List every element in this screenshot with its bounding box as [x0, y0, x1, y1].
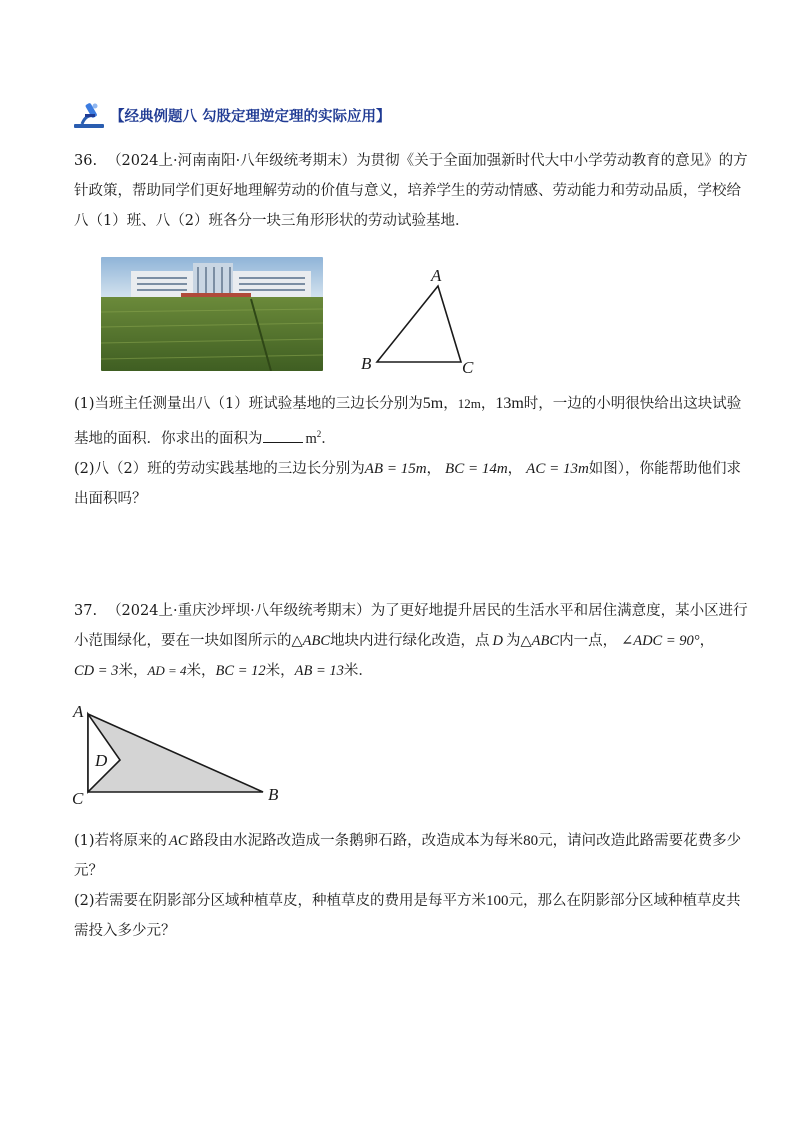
triangle-symbol-2: △ABC	[520, 633, 560, 649]
q36-parts	[74, 389, 754, 514]
cost-100: 100	[486, 893, 509, 909]
side-5m: 5m	[422, 395, 444, 412]
q37-line-2-b: 地块内进行绿化改造，点	[330, 633, 490, 649]
q36-part-1-line-2: 基地的面积．你求出的面积为 $m^2$．	[74, 429, 336, 447]
q36-line-2: 针政策，帮助同学们更好地理解劳动的价值与意义，培养学生的劳动情感、劳动能力和劳动品质，学校给	[74, 183, 741, 199]
q36-part-2-line-2: 出面积吗？	[74, 490, 147, 507]
q37-part-2-text: (2)若需要在阴影部分区域种植草皮，种植草皮的费用是每平方米	[74, 893, 487, 909]
q36-number: 36.	[74, 153, 98, 169]
q37-number: 37.	[74, 603, 98, 619]
q37-parts	[74, 826, 754, 946]
q36-part-1-text: (1)当班主任测量出八（1）班试验基地的三边长分别为	[74, 396, 423, 412]
q36-triangle-figure	[355, 262, 485, 378]
vertex-label-C: C	[462, 358, 474, 377]
point-D: D	[492, 633, 504, 649]
q37-line-2-c: 为	[506, 633, 521, 649]
q37-figure	[68, 700, 298, 810]
q36-intro-1: 为贯彻《关于全面加强新时代大中小学劳动教育的意见》的方	[356, 153, 748, 169]
farm-building-image	[101, 257, 323, 371]
cost-80: 80	[523, 833, 539, 849]
q37-part-1-text: (1)若将原来的	[74, 833, 168, 849]
side-12m: 12m	[457, 396, 481, 411]
fig-label-D: D	[95, 751, 108, 770]
q37-part-2-text-b: 元，那么在阴影部分区域种植草皮共	[508, 893, 741, 909]
q36-line-3: 八（1）班、八（2）班各分一块三角形形状的劳动试验基地．	[74, 213, 470, 229]
fig-label-A: A	[73, 702, 84, 721]
eq-AB37: AB = 13	[294, 663, 344, 679]
side-13m: 13m	[495, 395, 524, 412]
q37-part-2	[74, 886, 754, 916]
q37-part-1-text-c: 元，请问改造此路需要花费多少	[538, 833, 742, 849]
q37-line-1	[74, 596, 754, 626]
eq-BC: BC = 14m	[445, 460, 508, 477]
section-title: 【经典例题八 勾股定理逆定理的实际应用】	[110, 108, 391, 125]
area-unit-exponent: 2	[316, 429, 322, 439]
q36-part-2-text-b: 如图），你能帮助他们求	[588, 460, 742, 477]
eq-BC37: BC = 12	[215, 663, 266, 679]
q37-intro-1: 为了更好地提升居民的生活水平和居住满意度，某小区进行	[370, 603, 748, 619]
triangle-symbol: △ABC	[291, 633, 331, 649]
q36-part-1: (1)当班主任测量出八（1）班试验基地的三边长分别为5m，12m，13m时，一边的小明很快给出这块试验	[74, 395, 742, 412]
q37-part-1-text-b: 路段由水泥路改造成一条鹅卵石路，改造成本为每米	[189, 833, 524, 849]
unit-mi-4: 米	[343, 663, 359, 679]
question-36	[74, 146, 748, 236]
eq-AB: AB = 15m	[364, 460, 427, 477]
vertex-label-B: B	[361, 354, 372, 373]
area-unit: m	[305, 430, 317, 447]
q37-line-2: 小范围绿化，要在一块如图所示的△ABC地块内进行绿化改造，点 D 为△ABC内一点， ∠ADC = 90°，	[74, 633, 715, 649]
q37-source: （2024上·重庆沙坪坝·八年级统考期末）	[107, 603, 371, 619]
q37-line-3: CD = 3米，AD = 4米，BC = 12米，AB = 13米．	[74, 663, 373, 679]
field-photo	[101, 257, 323, 371]
segment-AC: AC	[169, 833, 188, 849]
eq-AC: AC = 13m	[526, 460, 589, 477]
q37-line-2-d: 内一点，	[559, 633, 618, 649]
question-37	[74, 596, 754, 686]
q36-part-1-text-c: 基地的面积．你求出的面积为	[74, 430, 263, 447]
section-heading	[72, 100, 391, 130]
eq-AD: AD = 4	[147, 663, 187, 678]
q36-part-2-text: (2)八（2）班的劳动实践基地的三边长分别为	[74, 460, 365, 477]
q37-part-1-line-2: 元？	[74, 863, 103, 879]
angle-ADC: ∠ADC = 90°	[621, 633, 700, 649]
unit-mi-3: 米	[265, 663, 281, 679]
unit-mi-1: 米	[118, 663, 133, 679]
q37-line-2-a: 小范围绿化，要在一块如图所示的	[74, 633, 292, 649]
fig-label-B: B	[268, 785, 279, 804]
q36-part-2: (2)八（2）班的劳动实践基地的三边长分别为AB = 15m， BC = 14m， AC = 13m如图），你能帮助他们求	[74, 460, 742, 477]
eq-CD: CD = 3	[74, 663, 119, 679]
q36-part-1-text-b: 时，一边的小明很快给出这块试验	[523, 396, 742, 412]
fig-label-C: C	[72, 789, 84, 808]
unit-mi-2: 米	[186, 663, 202, 679]
q37-part-2-line-2: 需投入多少元？	[74, 923, 176, 939]
q37-part-1	[74, 826, 754, 856]
q36-line-1	[74, 146, 748, 176]
q36-source: （2024上·河南南阳·八年级统考期末）	[107, 153, 357, 169]
vertex-label-A: A	[431, 266, 442, 285]
microscope-icon	[72, 100, 108, 130]
answer-blank[interactable]	[263, 428, 303, 443]
